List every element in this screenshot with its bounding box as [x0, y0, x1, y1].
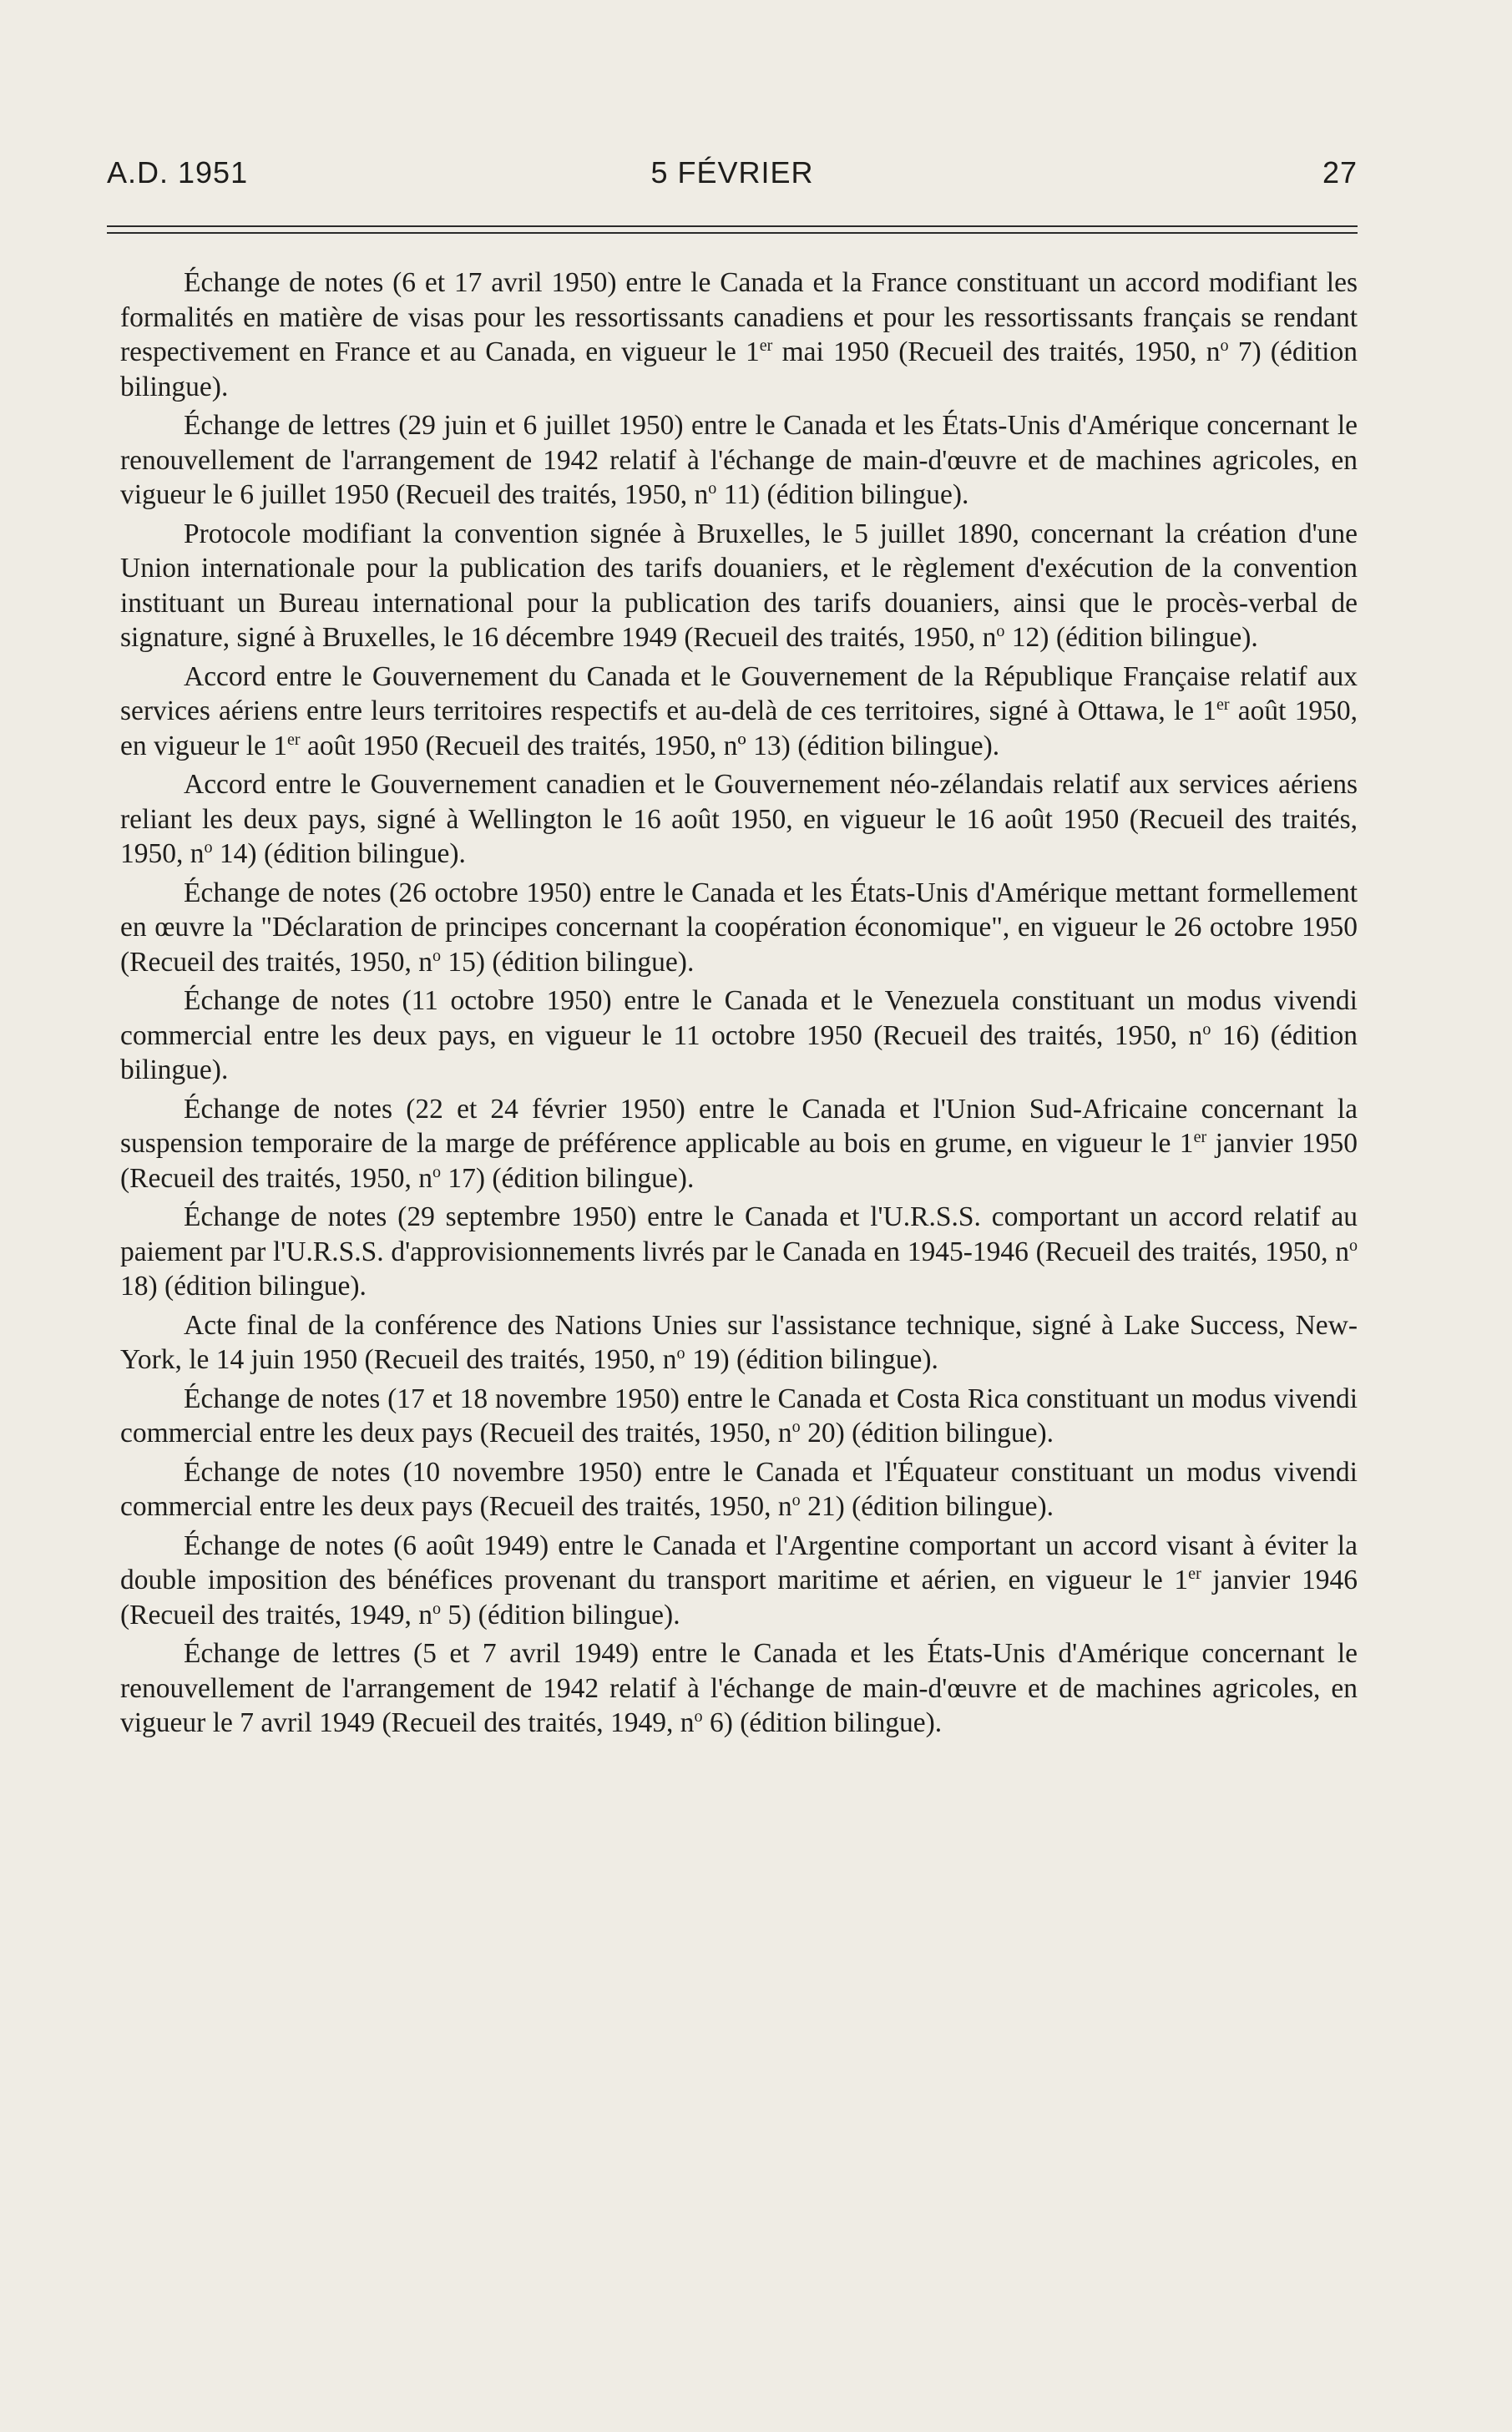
treaty-paragraph: [120, 983, 1358, 1088]
superscript: er: [287, 730, 301, 749]
paragraph-text: Échange de notes (22 et 24 février 1950) entre le Canada et l'Union Sud-Africaine concernant la suspension temporaire de la marge de préférence applicable au bois en grume, en vigueur le 1: [120, 1093, 1358, 1159]
paragraph-text: Échange de notes (6 et 17 avril 1950) entre le Canada et la France constituant un accord modifiant les formalités en matière de visas pour les ressortissants canadiens et pour les ressortissants français se rendant respectivement en France et au Canada, en vigueur le 1: [120, 267, 1358, 367]
treaty-paragraph: [120, 1092, 1358, 1196]
superscript: o: [432, 1162, 442, 1181]
superscript: o: [1348, 1236, 1358, 1255]
paragraph-text: mai 1950 (Recueil des traités, 1950, n: [772, 336, 1221, 367]
superscript: o: [996, 621, 1005, 640]
paragraph-text: 17) (édition bilingue).: [441, 1162, 695, 1194]
paragraph-text: 11) (édition bilingue).: [716, 479, 969, 510]
superscript: o: [791, 1490, 801, 1509]
treaty-paragraph: [120, 517, 1358, 655]
superscript: er: [1188, 1564, 1201, 1583]
header-year: A.D. 1951: [107, 155, 249, 190]
header-rule: [107, 225, 1358, 234]
paragraph-text: Échange de notes (26 octobre 1950) entre le Canada et les États-Unis d'Amérique mettant formellement en œuvre la "Déclaration de principes concernant la coopération économique", en vigueur le 26 octobre 1950 (Recueil des traités, 1950, n: [120, 877, 1358, 978]
paragraph-text: janvier 1950 (Recueil des traités, 1950, n: [120, 1128, 1358, 1194]
running-head: [107, 155, 1358, 205]
paragraph-text: 19) (édition bilingue).: [685, 1344, 938, 1375]
header-date: 5 FÉVRIER: [650, 155, 814, 190]
superscript: o: [432, 1599, 442, 1618]
paragraph-text: 5) (édition bilingue).: [441, 1599, 680, 1631]
superscript: er: [759, 336, 773, 355]
treaty-paragraph: [120, 1200, 1358, 1304]
treaty-paragraph: [120, 1529, 1358, 1633]
treaty-paragraph: [120, 1308, 1358, 1378]
paragraph-text: Échange de lettres (29 juin et 6 juillet 1950) entre le Canada et les États-Unis d'Amérique concernant le renouvellement de l'arrangement de 1942 relatif à l'échange de main-d'œuvre et de machines agricoles, en vigueur le 6 juillet 1950 (Recueil des traités, 1950, n: [120, 410, 1358, 510]
paragraph-text: 18) (édition bilingue).: [120, 1271, 367, 1302]
body-text: [120, 265, 1358, 1745]
superscript: o: [694, 1706, 703, 1726]
paragraph-text: janvier 1946 (Recueil des traités, 1949, n: [120, 1565, 1358, 1631]
superscript: o: [1202, 1019, 1211, 1039]
paragraph-text: Échange de notes (11 octobre 1950) entre le Canada et le Venezuela constituant un modus vivendi commercial entre les deux pays, en vigueur le 11 octobre 1950 (Recueil des traités, 1950, n: [120, 985, 1358, 1051]
paragraph-text: Échange de notes (10 novembre 1950) entre le Canada et l'Équateur constituant un modus vivendi commercial entre les deux pays (Recueil des traités, 1950, n: [120, 1456, 1358, 1522]
treaty-paragraph: [120, 660, 1358, 764]
treaty-paragraph: [120, 408, 1358, 513]
superscript: o: [1220, 336, 1229, 355]
paragraph-text: Acte final de la conférence des Nations Unies sur l'assistance technique, signé à Lake Success, New-York, le 14 juin 1950 (Recueil des traités, 1950, n: [120, 1309, 1358, 1375]
treaty-paragraph: [120, 265, 1358, 404]
superscript: o: [432, 946, 442, 965]
treaty-paragraph: [120, 1455, 1358, 1524]
paragraph-text: août 1950, en vigueur le 1: [120, 695, 1358, 761]
paragraph-text: 21) (édition bilingue).: [800, 1491, 1054, 1522]
superscript: o: [676, 1343, 685, 1363]
superscript: er: [1193, 1127, 1207, 1146]
paragraph-text: Accord entre le Gouvernement du Canada et le Gouvernement de la République Française relatif aux services aériens entre leurs territoires respectifs et au-delà de ces territoires, signé à Ottawa, le 1: [120, 660, 1358, 726]
paragraph-text: 20) (édition bilingue).: [800, 1418, 1054, 1449]
paragraph-text: 7) (édition bilingue).: [120, 336, 1358, 402]
paragraph-text: 14) (édition bilingue).: [212, 838, 466, 869]
treaty-paragraph: [120, 767, 1358, 872]
superscript: o: [204, 837, 213, 857]
superscript: o: [791, 1417, 801, 1436]
paragraph-text: 12) (édition bilingue).: [1004, 622, 1258, 653]
page-number: 27: [1322, 155, 1358, 190]
paragraph-text: 6) (édition bilingue).: [702, 1707, 943, 1738]
paragraph-text: Accord entre le Gouvernement canadien et le Gouvernement néo-zélandais relatif aux services aériens reliant les deux pays, signé à Wellington le 16 août 1950, en vigueur le 16 août 1950 (Recueil des traités, 1950, n: [120, 769, 1358, 869]
paragraph-text: Protocole modifiant la convention signée à Bruxelles, le 5 juillet 1890, concernant la création d'une Union internationale pour la publication des tarifs douaniers, et le règlement d'exécution de la convention instituant un Bureau international pour la publication des tarifs douaniers, ainsi que le procès-verbal de signature, signé à Bruxelles, le 16 décembre 1949 (Recueil des traités, 1950, n: [120, 518, 1358, 653]
paragraph-text: août 1950 (Recueil des traités, 1950, nº 13) (édition bilingue).: [300, 730, 1000, 761]
paragraph-text: 16) (édition bilingue).: [120, 1019, 1358, 1085]
superscript: o: [708, 478, 717, 498]
paragraph-text: Échange de notes (17 et 18 novembre 1950) entre le Canada et Costa Rica constituant un modus vivendi commercial entre les deux pays (Recueil des traités, 1950, n: [120, 1383, 1358, 1449]
paragraph-text: Échange de lettres (5 et 7 avril 1949) entre le Canada et les États-Unis d'Amérique concernant le renouvellement de l'arrangement de 1942 relatif à l'échange de main-d'œuvre et de machines agricoles, en vigueur le 7 avril 1949 (Recueil des traités, 1949, n: [120, 1638, 1358, 1738]
superscript: er: [1216, 695, 1230, 714]
paragraph-text: 15) (édition bilingue).: [441, 946, 695, 978]
treaty-paragraph: [120, 876, 1358, 980]
treaty-paragraph: [120, 1636, 1358, 1741]
treaty-paragraph: [120, 1382, 1358, 1451]
paragraph-text: Échange de notes (6 août 1949) entre le Canada et l'Argentine comportant un accord visant à éviter la double imposition des bénéfices provenant du transport maritime et aérien, en vigueur le 1: [120, 1529, 1358, 1595]
paragraph-text: Échange de notes (29 septembre 1950) entre le Canada et l'U.R.S.S. comportant un accord relatif au paiement par l'U.R.S.S. d'approvisionnements livrés par le Canada en 1945-1946 (Recueil des traités, 1950, n: [120, 1201, 1358, 1267]
